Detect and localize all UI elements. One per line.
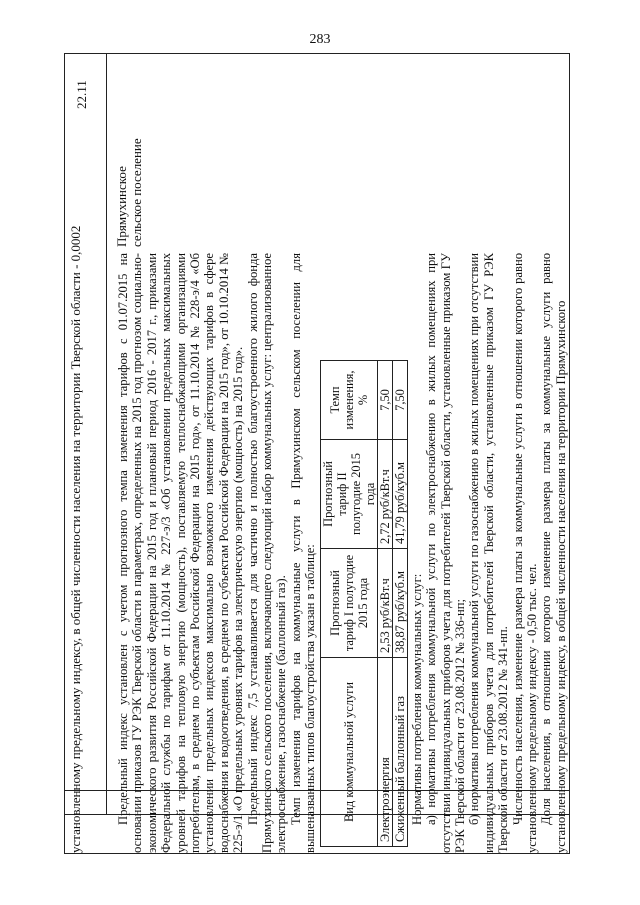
paragraph: а) нормативы потребления коммунальной услуги по электроснабжению в жилых помещениях при отсутствии индивидуальных приборов учета для потребителей Тверской области, установленные приказом ГУ РЭК Тверской области от 23.08.2012 № 336-нп; bbox=[424, 253, 467, 853]
table-row bbox=[392, 361, 407, 847]
table-header: Темп изменения, % bbox=[320, 361, 377, 440]
paragraph: Доля населения, в отношении которого изменение размера платы за коммунальные услуги равно установленному предельному индексу, в общей численности населения на территории Прямухинского bbox=[539, 253, 568, 853]
table-cell: 38,87 руб/куб.м bbox=[392, 549, 407, 658]
body-text bbox=[116, 253, 566, 853]
row-number: 22.11 bbox=[74, 80, 89, 109]
rotated-table-content bbox=[64, 53, 570, 853]
table-header: Вид коммунальной услуги bbox=[320, 658, 377, 847]
paragraph: Темп изменения тарифов на коммунальные услуги в Прямухинском сельском поселении для вышеназванных типов благоустройства указан в таблице: bbox=[288, 253, 318, 853]
table-border-bottom bbox=[64, 853, 570, 854]
table-header: Прогнозный тариф I полугодие 2015 года bbox=[320, 549, 377, 658]
settlement-name: Прямухинское сельское поселение bbox=[114, 138, 144, 247]
tariff-table bbox=[320, 360, 408, 847]
table-cell: 2,72 руб/кВт.ч bbox=[377, 440, 392, 549]
table-cell: 7,50 bbox=[377, 361, 392, 440]
paragraph: Предельный индекс 7,5 устанавливается для частично и полностью благоустроенного жилого фонда Прямухинского сельского поселения, включающего следующий набор коммунальных услуг: централизованное электроснабжение, газоснабжение (баллонный газ). bbox=[245, 253, 289, 853]
table-cell: 2,53 руб/кВт.ч bbox=[377, 549, 392, 658]
table-header: Прогнозный тариф II полугодие 2015 года bbox=[320, 440, 377, 549]
lead-text: установленному предельному индексу, в общей численности населения на территории Тверской области - 0,0002 bbox=[68, 225, 83, 853]
table-cell: 7,50 bbox=[392, 361, 407, 440]
paragraph: Численность населения, изменение размера платы за коммунальные услуги в отношении которого равно установленному предельному индексу - 0,50 тыс. чел. bbox=[510, 253, 539, 853]
table-row bbox=[377, 361, 392, 847]
paragraph: Предельный индекс установлен с учетом прогнозного темпа изменения тарифов с 01.07.2015 на основании приказов ГУ РЭК Тверской области в параметрах, определенных на 2015 год прогнозом социально-экономического развития Российской Федерации на 2015 год и плановый период 2016 - 2017 г., приказами Федеральной службы по тарифам от 11.10.2014 № 227-э/3 «Об установлении предельных максимальных уровней тарифов на тепловую энергию (мощность), поставляемую теплоснабжающими организациями потребителям, в среднем по субъектам Российской Федерации на 2015 год», от 11.10.2014 № 228-э/4 «Об установлении предельных индексов максимально возможного изменения действующих тарифов в сфере водоснабжения и водоотведения, в среднем по субъектам Российской Федерации на 2015 год», от 10.10.2014 № 225-э/1 «О предельных уровнях тарифов на электрическую энергию (мощность) на 2015 год». bbox=[116, 253, 246, 853]
table-cell: Сжиженный баллонный газ bbox=[392, 658, 407, 847]
table-cell: 41,79 руб/куб.м bbox=[392, 440, 407, 549]
paragraph: б) нормативы потребления коммунальной услуги по газоснабжению в жилых помещениях при отсутствии индивидуальных приборов учета для потребителей Тверской области, установленные приказом ГУ РЭК Тверской области от 23.08.2012 № 341-нп. bbox=[467, 253, 511, 853]
table-cell: Электроэнергия bbox=[377, 658, 392, 847]
page-number: 283 bbox=[309, 32, 331, 47]
paragraph: Нормативы потребления коммунальных услуг: bbox=[409, 573, 424, 825]
